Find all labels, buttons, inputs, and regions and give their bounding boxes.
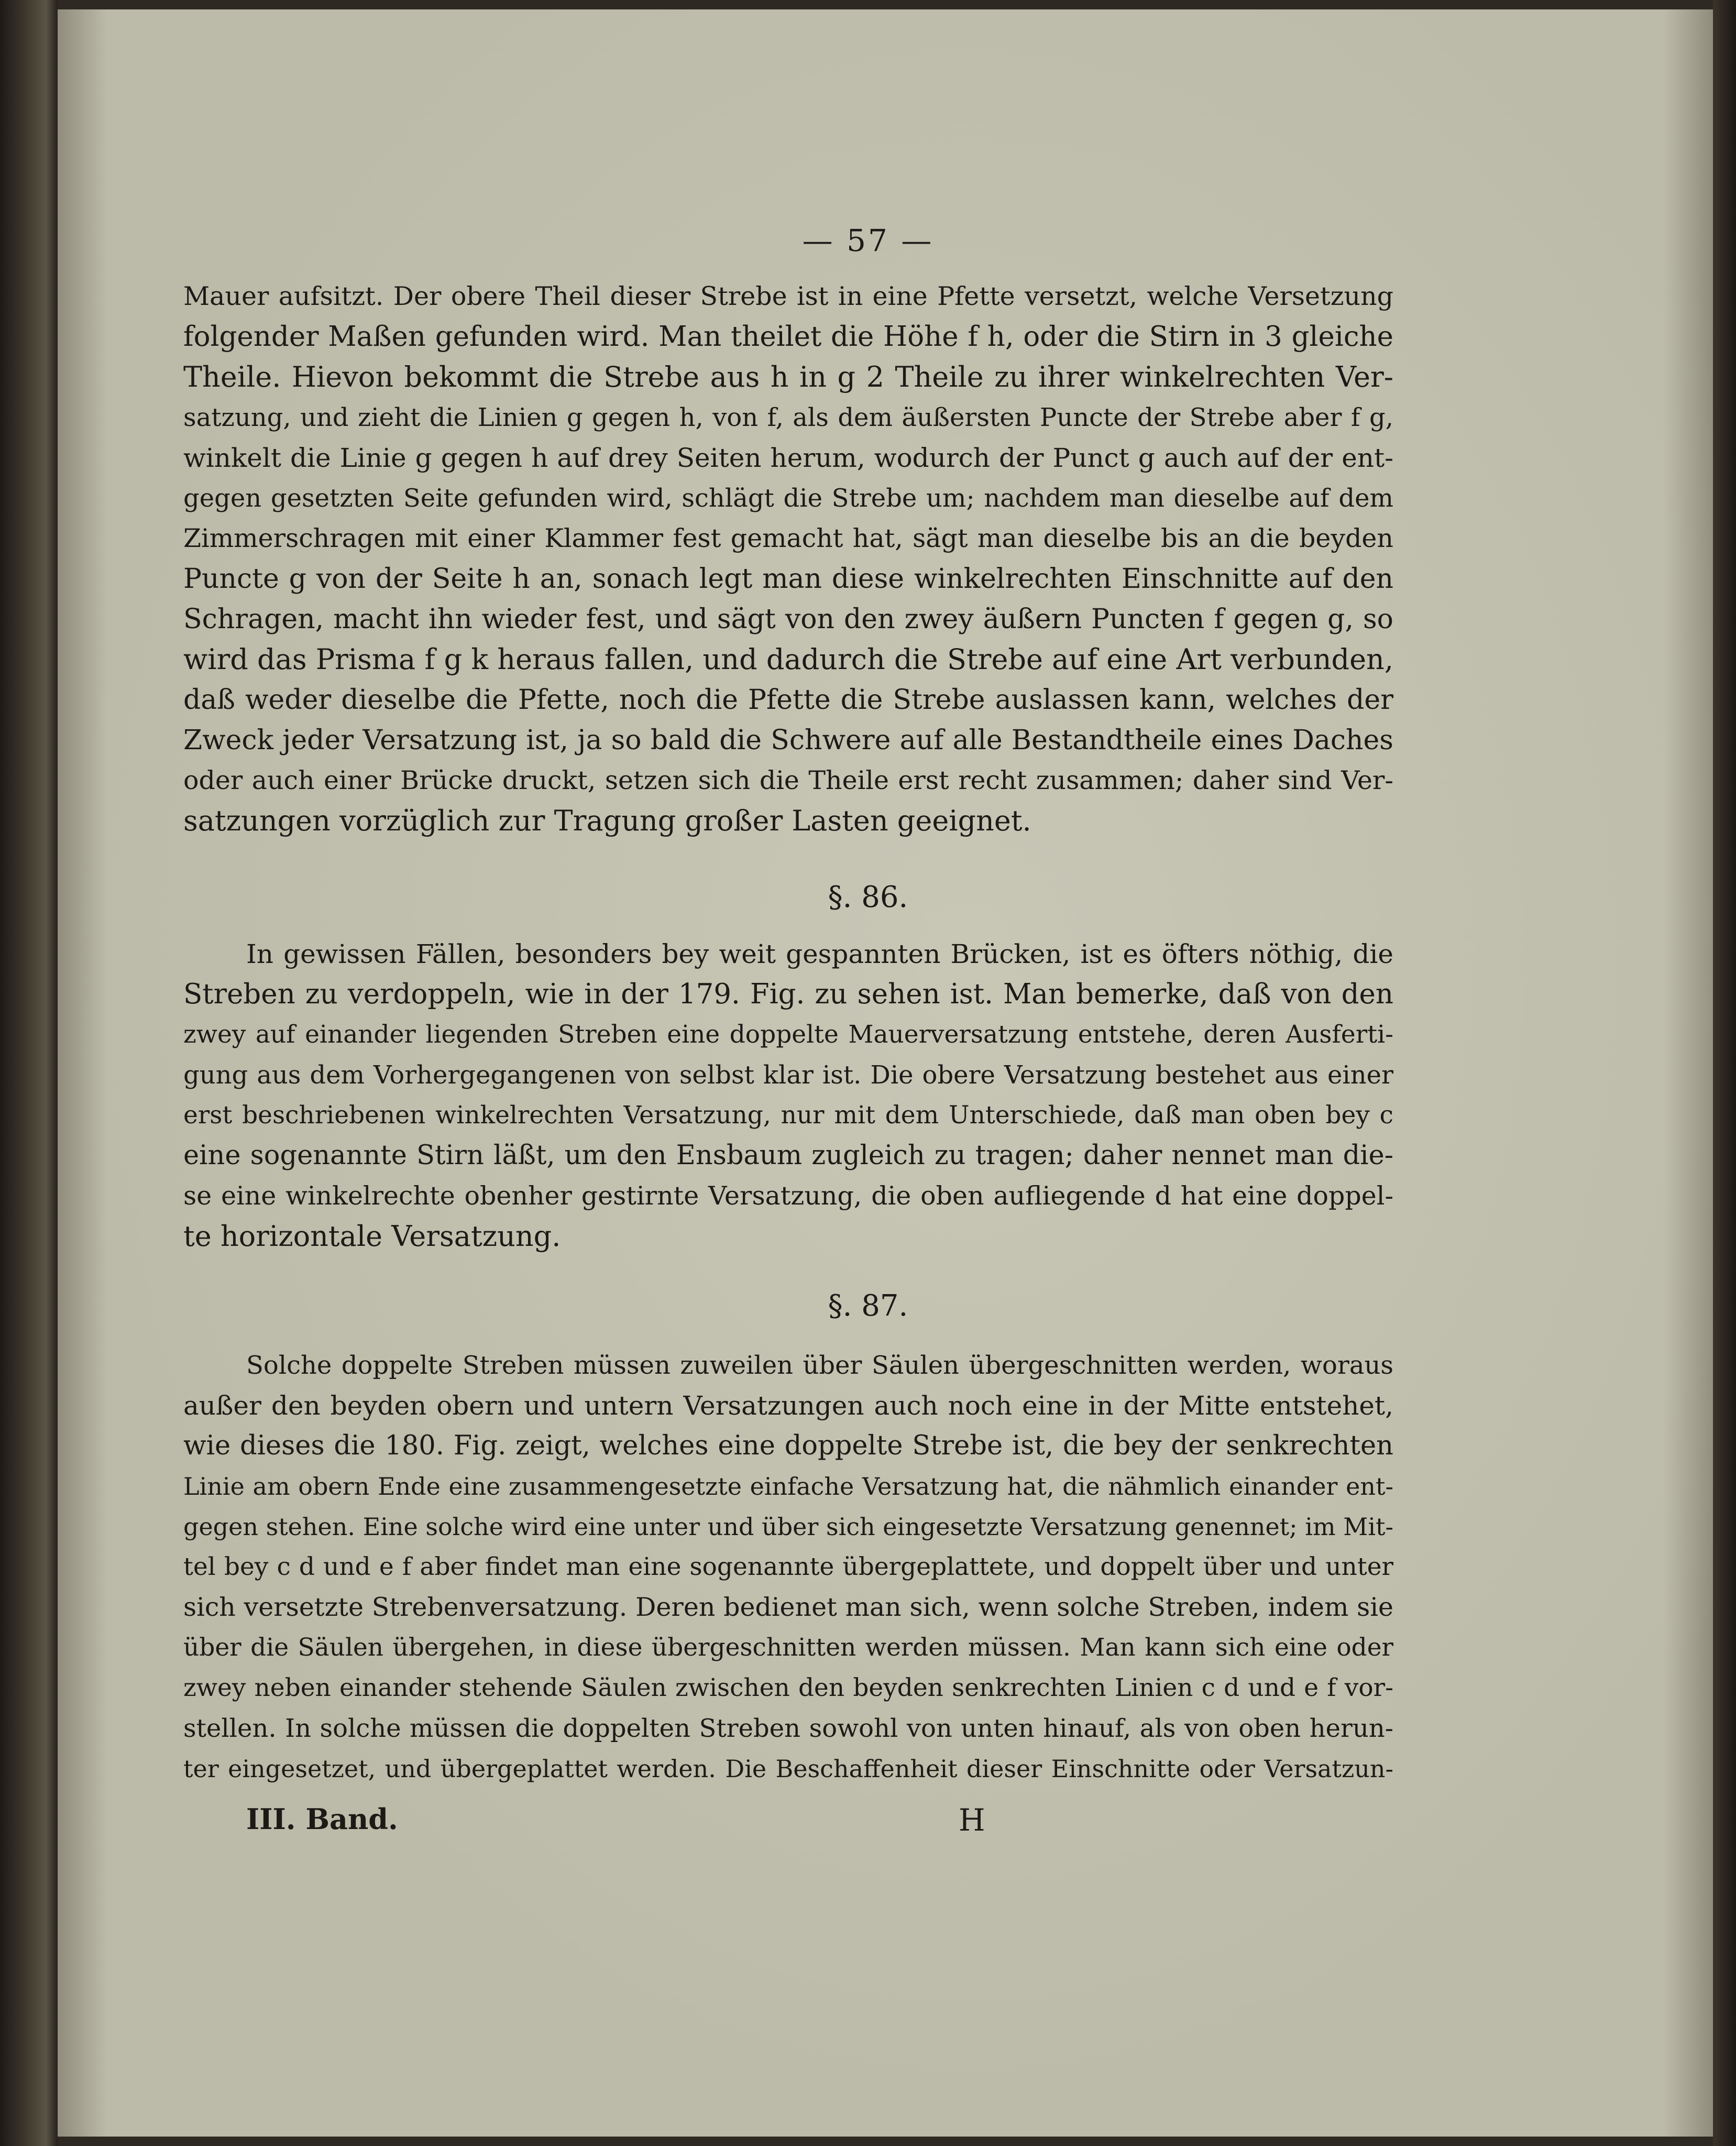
paragraph-1-line: oder auch einer Brücke druckt, setzen sich die Theile erst recht zusammen; daher sind Ver- bbox=[183, 765, 1393, 795]
paragraph-3-line: stellen. In solche müssen die doppelten Streben sowohl von unten hinauf, als von oben herun- bbox=[183, 1714, 1393, 1743]
right-page-edge bbox=[1713, 0, 1736, 2146]
paragraph-2-line: eine sogenannte Stirn läßt, um den Ensbaum zugleich zu tragen; daher nennet man die- bbox=[183, 1140, 1393, 1171]
paragraph-3-line: Linie am obern Ende eine zusammengesetzte einfache Versatzung hat, die nähmlich einander ent- bbox=[183, 1472, 1393, 1501]
paragraph-1-line: satzungen vorzüglich zur Tragung großer Lasten geeignet. bbox=[183, 804, 1031, 837]
paragraph-1-line: Zweck jeder Versatzung ist, ja so bald die Schwere auf alle Bestandtheile eines Daches bbox=[183, 725, 1393, 756]
paragraph-3-line: sich versetzte Strebenversatzung. Deren bedienet man sich, wenn solche Streben, indem sie bbox=[183, 1592, 1393, 1622]
signature-mark: H bbox=[959, 1802, 985, 1838]
paragraph-1-line: gegen gesetzten Seite gefunden wird, schlägt die Strebe um; nachdem man dieselbe auf dem bbox=[183, 484, 1393, 513]
page-number: — 57 — bbox=[802, 223, 934, 258]
volume-footer: III. Band. bbox=[246, 1802, 398, 1836]
paragraph-1-line: daß weder dieselbe die Pfette, noch die Pfette die Strebe auslassen kann, welches der bbox=[183, 684, 1393, 716]
paragraph-1-line: wird das Prisma f g k heraus fallen, und dadurch die Strebe auf eine Art verbunden, bbox=[183, 643, 1393, 676]
paragraph-1-line: Theile. Hievon bekommt die Strebe aus h in g 2 Theile zu ihrer winkelrechten Ver- bbox=[183, 360, 1393, 393]
paragraph-3-line: außer den beyden obern und untern Versatzungen auch noch eine in der Mitte entstehet, bbox=[183, 1390, 1393, 1421]
paragraph-1-line: satzung, und zieht die Linien g gegen h, von f, als dem äußersten Puncte der Strebe aber f g, bbox=[183, 403, 1393, 432]
paragraph-1-line: folgender Maßen gefunden wird. Man theilet die Höhe f h, oder die Stirn in 3 gleiche bbox=[183, 321, 1393, 353]
paragraph-3-line: wie dieses die 180. Fig. zeigt, welches eine doppelte Strebe ist, die bey der senkrechten bbox=[183, 1430, 1393, 1461]
paragraph-2-line: In gewissen Fällen, besonders bey weit gespannten Brücken, ist es öfters nöthig, die bbox=[246, 939, 1393, 969]
paragraph-1-line: winkelt die Linie g gegen h auf drey Seiten herum, wodurch der Punct g auch auf der ent- bbox=[183, 443, 1393, 473]
paragraph-3-line: gegen stehen. Eine solche wird eine unter und über sich eingesetzte Versatzung genennet; im Mit- bbox=[183, 1513, 1394, 1541]
paragraph-3-line: tel bey c d und e f aber findet man eine sogenannte übergeplattete, und doppelt über und unter bbox=[183, 1552, 1393, 1581]
paragraph-2-line: se eine winkelrechte obenher gestirnte Versatzung, die oben aufliegende d hat eine doppel- bbox=[183, 1181, 1393, 1211]
paragraph-3-line: zwey neben einander stehende Säulen zwischen den beyden senkrechten Linien c d und e f vor- bbox=[183, 1673, 1393, 1702]
paragraph-2-line: erst beschriebenen winkelrechten Versatzung, nur mit dem Unterschiede, daß man oben bey c bbox=[183, 1101, 1393, 1130]
section-heading-86: §. 86. bbox=[828, 880, 908, 914]
paragraph-2-line: gung aus dem Vorhergegangenen von selbst klar ist. Die obere Versatzung bestehet aus einer bbox=[183, 1060, 1393, 1090]
paragraph-2-line: Streben zu verdoppeln, wie in der 179. Fig. zu sehen ist. Man bemerke, daß von den bbox=[183, 978, 1393, 1010]
paragraph-3-line: Solche doppelte Streben müssen zuweilen über Säulen übergeschnitten werden, woraus bbox=[246, 1351, 1393, 1380]
paragraph-3-line: ter eingesetzet, und übergeplattet werden. Die Beschaffenheit dieser Einschnitte oder Versatzun- bbox=[183, 1755, 1393, 1783]
paragraph-2-line: zwey auf einander liegenden Streben eine doppelte Mauerversatzung entstehe, deren Ausferti- bbox=[183, 1020, 1393, 1049]
paragraph-2-line: te horizontale Versatzung. bbox=[183, 1220, 561, 1253]
paragraph-1-line: Schragen, macht ihn wieder fest, und sägt von den zwey äußern Puncten f gegen g, so bbox=[183, 604, 1393, 635]
paragraph-3-line: über die Säulen übergehen, in diese übergeschnitten werden müssen. Man kann sich eine oder bbox=[183, 1633, 1393, 1662]
paragraph-1-line: Zimmerschragen mit einer Klammer fest gemacht hat, sägt man dieselbe bis an die beyden bbox=[183, 523, 1393, 553]
paragraph-1-line: Mauer aufsitzt. Der obere Theil dieser Strebe ist in eine Pfette versetzt, welche Versetzung bbox=[183, 281, 1393, 311]
left-page-edge bbox=[0, 0, 58, 2146]
section-heading-87: §. 87. bbox=[828, 1289, 908, 1323]
paragraph-1-line: Puncte g von der Seite h an, sonach legt man diese winkelrechten Einschnitte auf den bbox=[183, 563, 1393, 595]
